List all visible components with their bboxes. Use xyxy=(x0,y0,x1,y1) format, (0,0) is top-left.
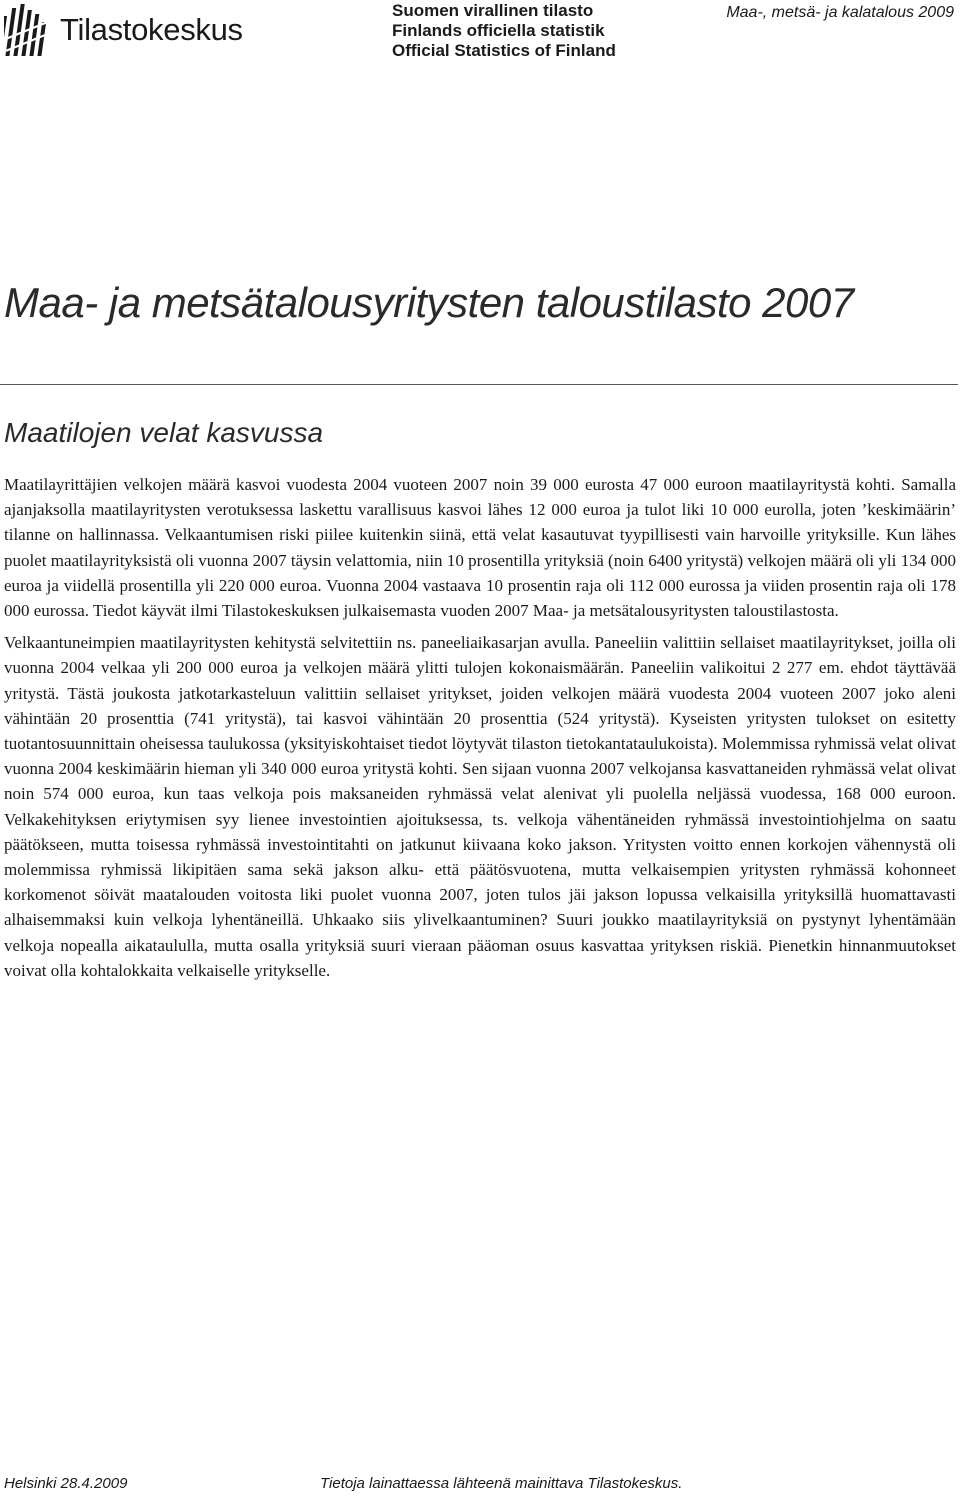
title-divider xyxy=(0,384,958,385)
official-line-en: Official Statistics of Finland xyxy=(392,41,616,60)
paragraph: Velkaantuneimpien maatilayritysten kehitystä selvitettiin ns. paneeliaikasarjan avulla. Paneeliin valittiin sellaiset maatilayritykset, joilla oli vuonna 2004 velkaa yli 200 000 euroa ja velkojen määrä ylitti tulojen kokonaismäärän. Paneeliin valikoitui 2 277 em. ehdot täyttävää yritystä. Tästä joukosta jatkotarkasteluun valittiin sellaiset yritykset, joiden velkojen määrä vuodesta 2004 vuoteen 2007 joko aleni vähintään 20 prosenttia (741 yritystä), tai kasvoi vähintään 20 prosenttia (524 yritystä). Kyseisten yritysten tulokset on esitetty tuotantosuunnittain oheisessa taulukossa (yksityiskohtaiset tiedot löytyvät tilaston tietokantataulukoista). Molemmissa ryhmissä velat olivat vuonna 2004 keskimäärin hieman yli 340 000 euroa yritystä kohti. Sen sijaan vuonna 2007 velkojansa kasvattaneiden ryhmässä velat olivat noin 574 000 euroa, kun taas velkoja pois maksaneiden ryhmässä velat alenivat yli puolella neljässä vuodessa, 168 000 euroon. Velkakehityksen eriytymisen syy lienee investointien ajoituksessa, ts. velkoja vähentäneiden ryhmässä investointiohjelma on saatu päätökseen, mutta toisessa ryhmässä investointitahti on jatkunut kiivaana koko jakson. Yritysten voitto ennen korkojen vähennystä oli molemmissa ryhmissä likipitäen sama sekä jakson alku- että päätösvuotena, mutta velkaisempien yritysten ryhmässä kohonneet korkomenot söivät maatalouden voitosta liki puolet vuonna 2007, joten tulos jäi jakson lopussa velkaisilla yrityksillä huomattavasti alhaisemmaksi kuin velkoja lyhentäneillä. Uhkaako siis ylivelkaantuminen? Suuri joukko maatilayrityksiä on pystynyt lyhentämään velkoja nopealla aikataululla, mutta osalla yrityksiä suuri vieraan pääoman osuus kasvattaa yrityksen riskiä. Pienetkin hinnanmuutokset voivat olla kohtalokkaita velkaiselle yritykselle. xyxy=(4,633,956,980)
article-body xyxy=(4,472,956,990)
footer-place-date: Helsinki 28.4.2009 xyxy=(4,1475,128,1492)
page-header xyxy=(0,0,960,62)
logo-wordmark: Tilastokeskus xyxy=(60,12,243,47)
section-title: Maatilojen velat kasvussa xyxy=(4,417,324,448)
paragraph: Maatilayrittäjien velkojen määrä kasvoi vuodesta 2004 vuoteen 2007 noin 39 000 eurosta 47 000 euroon maatilayritystä kohti. Samalla ajanjaksolla maatilayritysten verotuksessa laskettu varallisuus kasvoi lähes 12 000 euroa ja tulot liki 10 000 eurolla, joten ’keskimäärin’ tilanne on hallinnassa. Velkaantumisen riski piilee kuitenkin siinä, että velat kasautuvat tyypillisesti vain harvoille yrityksille. Kun lähes puolet maatilayrityksistä oli vuonna 2007 täysin velattomia, niin 10 prosentilla yrityksiä (noin 6400 yritystä) velkojen määrä oli yli 134 000 euroa ja viidellä prosentilla yli 220 000 euroa. Vuonna 2004 vastaava 10 prosentin raja oli 112 000 eurossa ja viiden prosentin raja oli 178 000 eurossa. Tiedot käyvät ilmi Tilastokeskuksen julkaisemasta vuoden 2007 Maa- ja metsätalousyritysten taloustilastosta. xyxy=(4,475,956,621)
footer-citation: Tietoja lainattaessa lähteenä mainittava Tilastokeskus. xyxy=(320,1475,683,1492)
tilastokeskus-logo-icon xyxy=(4,2,56,60)
series-label: Maa-, metsä- ja kalatalous 2009 xyxy=(726,4,954,21)
official-statistics-label xyxy=(392,1,616,61)
official-line-fi: Suomen virallinen tilasto xyxy=(392,1,594,20)
official-line-sv: Finlands officiella statistik xyxy=(392,21,605,40)
page-title: Maa- ja metsätalousyritysten taloustilasto 2007 xyxy=(4,279,854,326)
tilastokeskus-logo[interactable] xyxy=(4,2,264,60)
